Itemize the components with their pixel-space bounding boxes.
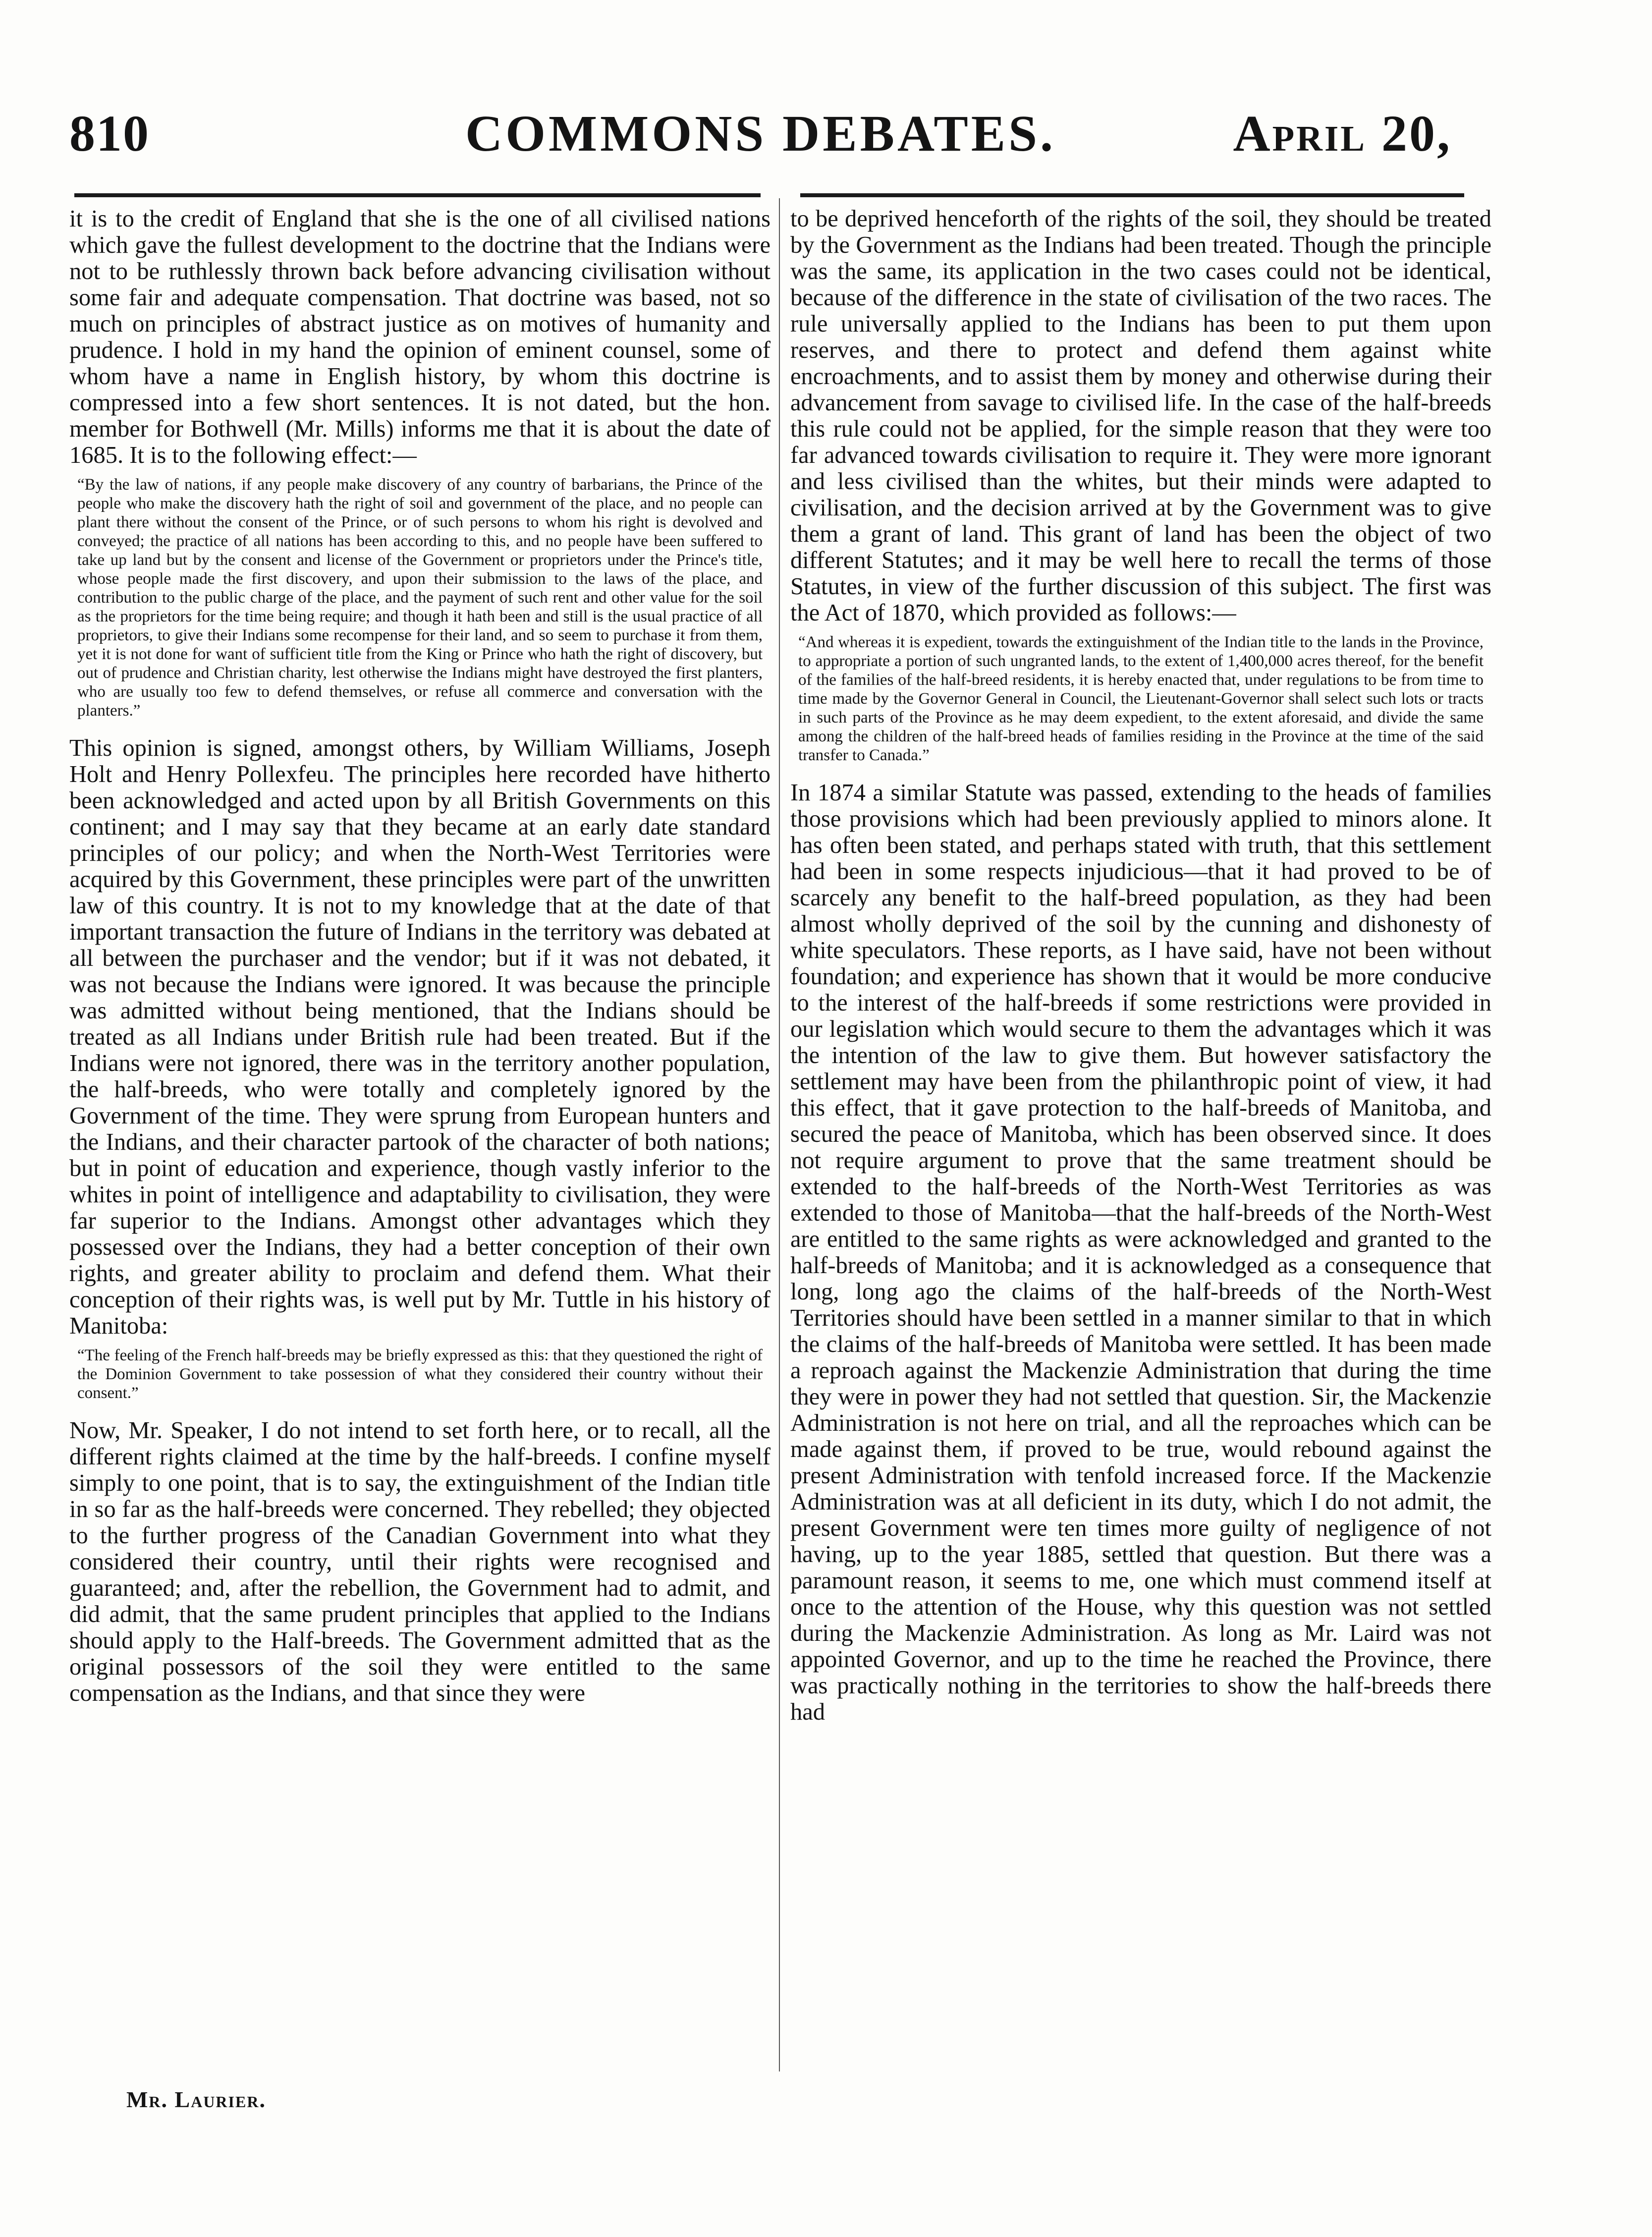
page-header xyxy=(69,104,1452,164)
left-quote-1: “By the law of nations, if any people make discovery of any country of barbarians, the Prince of the people who make the discovery hath the right of soil and government of the place, and no people can plant there without the consent of the Prince, or of such persons to whom his right is devolved and conveyed; the practice of all nations has been according to this, and no people have been suffered to take up land but by the consent and license of the Government or proprietors under the Prince's title, whose people made the first discovery, and upon their submission to the laws of the place, and contribution to the public charge of the place, and the payment of such rent and other value for the soil as the proprietors for the time being require; and though it hath been and still is the usual practice of all proprietors, to give their Indians some recompense for their land, and so seem to purchase it from them, yet it is not done for want of sufficient title from the King or Prince who hath the right of discovery, but out of prudence and Christian charity, lest otherwise the Indians might have destroyed the first planters, who are usually too few to defend themselves, or refuse all commerce and conversation with the planters.” xyxy=(77,476,763,720)
left-column xyxy=(69,206,771,2089)
left-paragraph-1: it is to the credit of England that she is the one of all civilised nations which gave the fullest development to the doctrine that the Indians were not to be ruthlessly thrown back before advancing civilisation without some fair and adequate compensation. That doctrine was based, not so much on principles of abstract justice as on motives of humanity and prudence. I hold in my hand the opinion of eminent counsel, some of whom have a name in English history, by whom this doctrine is compressed into a few short sentences. It is not dated, but the hon. member for Bothwell (Mr. Mills) informs me that it is about the date of 1685. It is to the following effect:— xyxy=(69,206,771,468)
right-column xyxy=(790,206,1491,2089)
right-paragraph-2: In 1874 a similar Statute was passed, extending to the heads of families those provisions which had been previously applied to minors alone. It has often been stated, and perhaps stated with truth, that this settlement had been in some respects injudicious—that it had proved to be of scarcely any benefit to the half-breed population, as they had been almost wholly deprived of the soil by the cunning and dishonesty of white speculators. These reports, as I have said, have not been without foundation; and experience has shown that it would be more conducive to the interest of the half-breeds if some restrictions were provided in our legislation which would secure to them the advantages which it was the intention of the law to give them. But however satisfactory the settlement may have been from the philanthropic point of view, it had this effect, that it gave protection to the half-breeds of Manitoba, and secured the peace of Manitoba, which has been observed since. It does not require argument to prove that the same treatment should be extended to the half-breeds of the North-West Territories as was extended to those of Manitoba—that the half-breeds of the North-West are entitled to the same rights as were acknowledged and granted to the half-breeds of Manitoba; and it is acknowledged as a consequence that long, long ago the claims of the half-breeds of the North-West Territories should have been settled in a manner similar to that in which the claims of the half-breeds of Manitoba were settled. It has been made a reproach against the Mackenzie Administration that during the time they were in power they had not settled that question. Sir, the Mackenzie Administration is not here on trial, and all the reproaches which can be made against them, if proved to be true, would rebound against the present Administration with tenfold increased force. If the Mackenzie Administration was at all deficient in its duty, which I do not admit, the present Government were ten times more guilty of negligence of not having, up to the year 1885, settled that question. But there was a paramount reason, it seems to me, one which must commend itself at once to the attention of the House, why this question was not settled during the Mackenzie Administration. As long as Mr. Laird was not appointed Governor, and up to the time he reached the Province, there was practically nothing in the territories to show the half-breeds there had xyxy=(790,780,1491,1725)
header-rule-left xyxy=(74,193,761,197)
column-divider xyxy=(779,198,780,2071)
right-quote-1: “And whereas it is expedient, towards the extinguishment of the Indian title to the lands in the Province, to appropriate a portion of such ungranted lands, to the extent of 1,400,000 acres thereof, for the benefit of the families of the half-breed residents, it is hereby enacted that, under regulations to be from time to time made by the Governor General in Council, the Lieutenant-Governor shall select such lots or tracts in such parts of the Province as he may deem expedient, to the extent aforesaid, and divide the same among the children of the half-breed heads of families residing in the Province at the time of the said transfer to Canada.” xyxy=(798,633,1484,764)
speaker-footer: Mr. Laurier. xyxy=(126,2087,266,2112)
page-date: April 20, xyxy=(1233,105,1452,162)
left-paragraph-2: This opinion is signed, amongst others, by William Williams, Joseph Holt and Henry Pollexfeu. The principles here recorded have hitherto been acknowledged and acted upon by all British Governments on this continent; and I may say that they became at an early date standard principles of our policy; and when the North-West Territories were acquired by this Government, these principles were part of the unwritten law of this country. It is not to my knowledge that at the date of that important transaction the future of Indians in the territory was debated at all between the purchaser and the vendor; but if it was not debated, it was not because the Indians were ignored. It was because the principle was admitted without being mentioned, that the Indians should be treated as all Indians under British rule had been treated. But if the Indians were not ignored, there was in the territory another population, the half-breeds, who were totally and completely ignored by the Government of the time. They were sprung from European hunters and the Indians, and their character partook of the character of both nations; but in point of education and experience, though vastly inferior to the whites in point of intelligence and adaptability to civilisation, they were far superior to the Indians. Amongst other advantages which they possessed over the Indians, they had a better conception of their own rights, and greater ability to proclaim and defend them. What their conception of their rights was, is well put by Mr. Tuttle in his history of Manitoba: xyxy=(69,735,771,1339)
left-quote-2: “The feeling of the French half-breeds may be briefly expressed as this: that they questioned the right of the Dominion Government to take possession of what they considered their country without their consent.” xyxy=(77,1346,763,1402)
page-title: COMMONS DEBATES. xyxy=(465,105,1056,162)
left-paragraph-3: Now, Mr. Speaker, I do not intend to set forth here, or to recall, all the different rights claimed at the time by the half-breeds. I confine myself simply to one point, that is to say, the extinguishment of the Indian title in so far as the half-breeds were concerned. They rebelled; they objected to the further progress of the Canadian Government into what they considered their country, until their rights were recognised and guaranteed; and, after the rebellion, the Government had to admit, and did admit, that the same prudent principles that applied to the Indians should apply to the Half-breeds. The Government admitted that as the original possessors of the soil they were entitled to the same compensation as the Indians, and that since they were xyxy=(69,1417,771,1706)
right-paragraph-1: to be deprived henceforth of the rights of the soil, they should be treated by the Government as the Indians had been treated. Though the principle was the same, its application in the two cases could not be identical, because of the difference in the state of civilisation of the two races. The rule universally applied to the Indians has been to put them upon reserves, and there to protect and defend them against white encroachments, and to assist them by money and otherwise during their advancement from savage to civilised life. In the case of the half-breeds this rule could not be applied, for the simple reason that they were too far advanced towards civilisation to require it. They were more ignorant and less civilised than the whites, but their minds were adapted to civilisation, and the decision arrived at by the Government was to give them a grant of land. This grant of land has been the object of two different Statutes; and it may be well here to recall the terms of those Statutes, in view of the further discussion of this subject. The first was the Act of 1870, which provided as follows:— xyxy=(790,206,1491,626)
page-number: 810 xyxy=(69,105,150,162)
header-rule-right xyxy=(800,193,1464,197)
